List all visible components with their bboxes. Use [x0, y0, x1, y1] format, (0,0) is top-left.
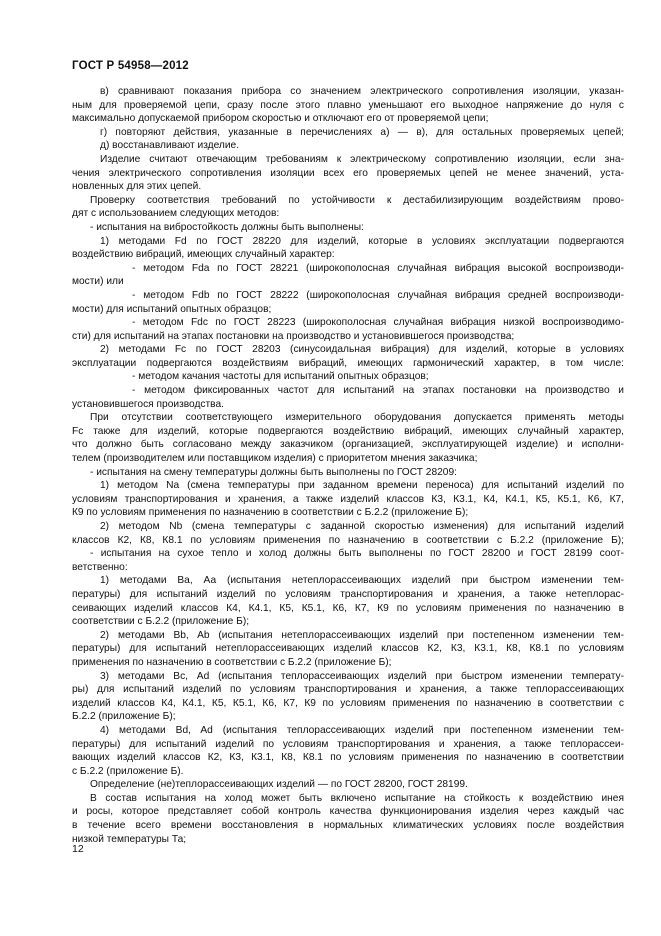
text-line: пературы) для испытаний нетеплорассеивающих изделий классов К2, К3, К3.1, К8, К8.1 по условиям — [72, 643, 624, 655]
text-line: - методом Fda по ГОСТ 28221 (широкополосная случайная вибрация высокой воспроизводи- — [132, 262, 624, 274]
text-line: Б.2.2 (приложение Б); — [72, 711, 176, 723]
text-line: пературы) для испытаний изделий по условиям транспортирования и хранения, а также теплорассеи- — [72, 738, 624, 750]
text-line: 3) методами Вс, Ad (испытания теплорассеивающих изделий при быстром изменении температу- — [100, 670, 624, 682]
text-line: сеивающих изделий классов К4, К4.1, К5, К5.1, К6, К7, К9 по условиям применения по назначению в — [72, 602, 624, 614]
text-line: установившегося производства. — [72, 398, 224, 410]
text-line: условиям транспортирования и хранения, а также изделий классов К3, К3.1, К4, К4.1, К5, К5.1, К6, К7, — [72, 493, 624, 505]
text-line: 4) методами Bd, Ad (испытания теплорассеивающих изделий при постепенном изменении тем- — [100, 724, 624, 736]
text-line: 2) методами Fc по ГОСТ 28203 (синусоидальная вибрация) для изделий, которые в условиях — [100, 344, 624, 356]
text-line: воздействию вибраций, имеющих случайный характер: — [72, 249, 335, 261]
text-line: максимально допускаемой прибором скоростью и отключают его от проверяемой цепи; — [72, 113, 489, 125]
text-line: низкой температуры Та; — [72, 833, 187, 845]
text-line: ветственно: — [72, 561, 128, 573]
text-line: ным для проверяемой цепи, сразу после этого плавно уменьшают его выходное напряжение до нуля с — [72, 99, 624, 111]
text-line: Определение (не)теплорассеивающих изделий — по ГОСТ 28200, ГОСТ 28199. — [90, 779, 468, 791]
text-line: вающих изделий классов К2, К3, К3.1, К8, К8.1 по условиям применения по назначению в соответствии — [72, 752, 624, 764]
text-line: пературы) для испытаний изделий по условиям транспортирования и хранения, а также нетеплорас- — [72, 588, 624, 600]
text-line: сти) для испытаний на этапах постановки на производство и установившегося производства; — [72, 330, 515, 342]
page-number: 12 — [72, 843, 84, 855]
text-line: д) восстанавливают изделие. — [100, 140, 240, 152]
text-line: 1) методами Ва, Аа (испытания нетеплорассеивающих изделий при быстром изменении тем- — [100, 575, 624, 587]
text-line: дят с использованием следующих методов: — [72, 208, 280, 220]
text-line: - методом Fdc по ГОСТ 28223 (широкополосная случайная вибрация низкой воспроизводимо- — [132, 317, 624, 329]
text-line: соответствии с Б.2.2 (приложение Б); — [72, 616, 250, 628]
text-line: в) сравнивают показания прибора со значением электрического сопротивления изоляции, указан- — [100, 86, 624, 97]
text-line: Проверку соответствия требований по устойчивости к дестабилизирующим воздействиям прово- — [90, 194, 624, 206]
text-line: 2) методом Nb (смена температуры с заданной скоростью изменения) для испытаний изделий — [100, 521, 624, 532]
text-line: - методом Fdb по ГОСТ 28222 (широкополосная случайная вибрация средней воспроизводи- — [132, 289, 624, 301]
text-line: чения электрического сопротивления изоляции всех его проверяемых цепей не менее значений, уста- — [72, 167, 624, 179]
document-body — [72, 85, 624, 846]
text-line: 1) методом Na (смена температуры при заданном времени переноса) для испытаний изделий по — [100, 480, 624, 492]
text-line: новленных для этих цепей. — [72, 181, 202, 193]
text-line: - методом фиксированных частот для испытаний на этапах постановки на производство и — [132, 385, 624, 397]
text-line: - испытания на вибростойкость должны быть выполнены: — [90, 221, 364, 233]
text-line: 2) методами Bb, Ab (испытания нетеплорассеивающих изделий при постепенном изменении тем- — [100, 629, 624, 641]
text-line: К9 по условиям применения по назначению в соответствии с Б.2.2 (приложение Б); — [72, 507, 469, 519]
text-line: эксплуатации подвергаются воздействиям вибраций, имеющих гармонический характер, в том числе: — [72, 357, 624, 369]
text-line: с Б.2.2 (приложение Б). — [72, 765, 184, 777]
text-line: мости) для испытаний опытных образцов; — [72, 303, 272, 315]
text-line: в течение всего времени восстановления в нормальных климатических условиях после воздействия — [72, 820, 624, 832]
text-line: В состав испытания на холод может быть включено испытание на стойкость к воздействию инея — [90, 792, 624, 804]
text-line: ры) для испытаний изделий по условиям транспортирования и хранения, а также теплорассеивающих — [72, 684, 624, 696]
text-line: Изделие считают отвечающим требованиям к электрическому сопротивлению изоляции, если зна- — [100, 153, 624, 165]
text-line: что должно быть согласовано между заказчиком (организацией, эксплуатирующей изделие) и исполни- — [72, 439, 624, 451]
text-line: При отсутствии соответствующего измерительного оборудования допускается применять методы — [90, 412, 624, 424]
text-line: - испытания на сухое тепло и холод должны быть выполнены по ГОСТ 28200 и ГОСТ 28199 соот- — [90, 548, 624, 560]
text-line: г) повторяют действия, указанные в перечислениях а) — в), для остальных проверяемых цепей; — [100, 126, 624, 138]
text-line: - методом качания частоты для испытаний опытных образцов; — [132, 371, 429, 383]
text-line: телем (производителем или поставщиком изделия) с приоритетом мнения заказчика; — [72, 453, 478, 465]
text-line: 1) методами Fd по ГОСТ 28220 для изделий, которые в условиях эксплуатации подвергаются — [100, 235, 624, 247]
text-line: - испытания на смену температуры должны быть выполнены по ГОСТ 28209: — [90, 466, 457, 478]
text-line: и росы, которое представляет собой контроль качества функционирования изделия через каждый час — [72, 806, 624, 818]
text-line: изделий классов К4, К4.1, К5, К5.1, К6, К7, К9 по условиям применения по назначению в соответствии с — [72, 697, 624, 709]
text-line: мости) или — [72, 276, 124, 288]
document-header: ГОСТ Р 54958—2012 — [72, 60, 189, 72]
text-line: классов К2, К8, К8.1 по условиям применения по назначению в соответствии с Б.2.2 (приложение Б); — [72, 534, 624, 546]
text-line: применения по назначению в соответствии с Б.2.2 (приложение Б); — [72, 656, 392, 668]
text-line: Fc также для изделий, которые подвергаются воздействию вибраций, имеющих случайный характер, — [72, 425, 624, 437]
